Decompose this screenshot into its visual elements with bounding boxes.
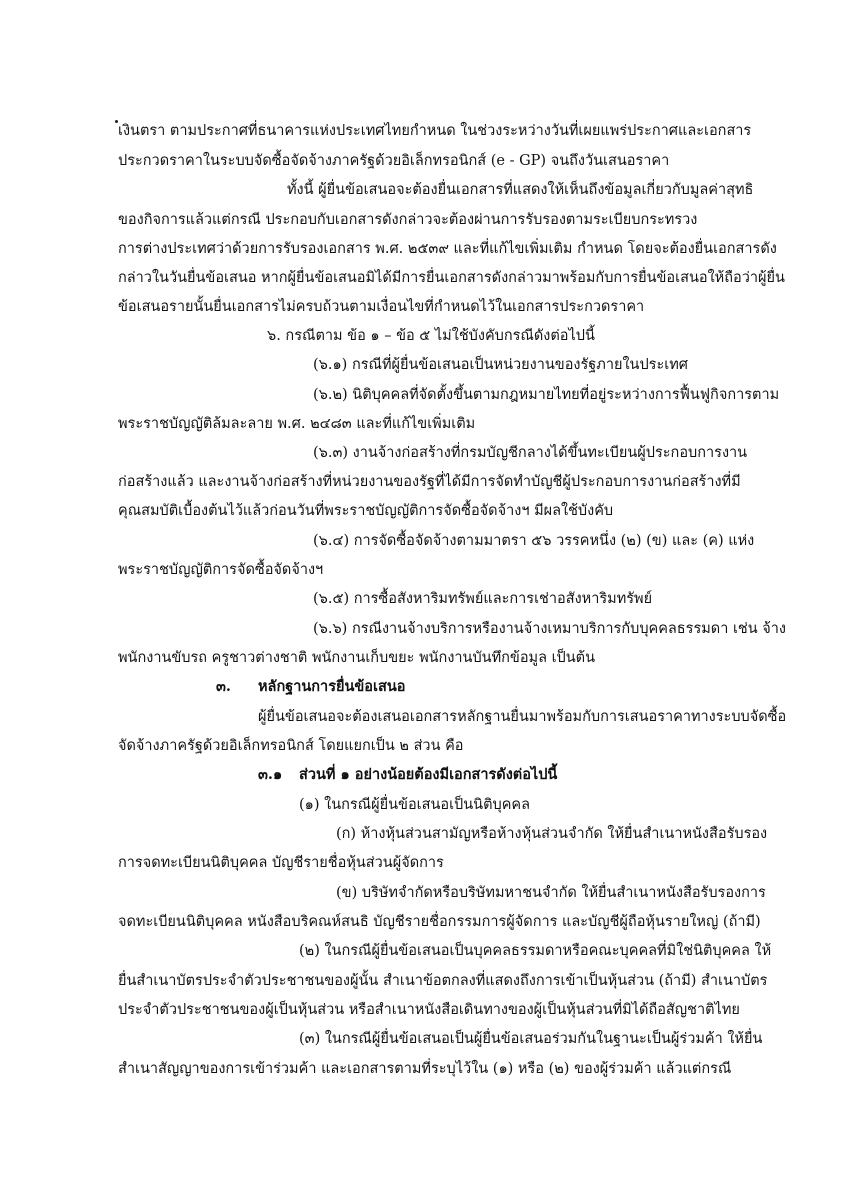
text-line: ๖. กรณีตาม ข้อ ๑ – ข้อ ๕ ไม่ใช้บังคับกรณีดังต่อไปนี้ xyxy=(267,328,595,344)
text-line: จัดจ้างภาครัฐด้วยอิเล็กทรอนิกส์ โดยแยกเป็น ๒ ส่วน คือ xyxy=(118,738,464,754)
text-line: (๖.๔) การจัดซื้อจัดจ้างตามมาตรา ๕๖ วรรคหนึ่ง (๒) (ข) และ (ค) แห่ง xyxy=(313,533,755,549)
text-line: (๓) ในกรณีผู้ยื่นข้อเสนอเป็นผู้ยื่นข้อเสนอร่วมกันในฐานะเป็นผู้ร่วมค้า ให้ยื่น xyxy=(299,1031,763,1047)
section-heading: หลักฐานการยื่นข้อเสนอ xyxy=(258,678,406,695)
text-line: เงินตรา ตามประกาศที่ธนาคารแห่งประเทศไทยกำหนด ในช่วงระหว่างวันที่เผยแพร่ประกาศและเอกสาร xyxy=(118,123,752,139)
text-line: ของกิจการแล้วแต่กรณี ประกอบกับเอกสารดังกล่าวจะต้องผ่านการรับรองตามระเบียบกระทรวง xyxy=(118,212,698,228)
text-line: (๑) ในกรณีผู้ยื่นข้อเสนอเป็นนิติบุคคล xyxy=(299,797,530,813)
subsection-heading: ส่วนที่ ๑ อย่างน้อยต้องมีเอกสารดังต่อไปนี้ xyxy=(299,766,558,783)
text-line: คุณสมบัติเบื้องต้นไว้แล้วก่อนวันที่พระราชบัญญัติการจัดซื้อจัดจ้างฯ มีผลใช้บังคับ xyxy=(118,503,614,519)
text-line: (ก) ห้างหุ้นส่วนสามัญหรือห้างหุ้นส่วนจำกัด ให้ยื่นสำเนาหนังสือรับรอง xyxy=(336,826,768,842)
text-line: (๖.๓) งานจ้างก่อสร้างที่กรมบัญชีกลางได้ขึ้นทะเบียนผู้ประกอบการงาน xyxy=(313,445,748,461)
text-line: การต่างประเทศว่าด้วยการรับรองเอกสาร พ.ศ. ๒๕๓๙ และที่แก้ไขเพิ่มเติม กำหนด โดยจะต้องยื่นเอกสารดัง xyxy=(118,241,777,257)
text-line: พนักงานขับรถ ครูชาวต่างชาติ พนักงานเก็บขยะ พนักงานบันทึกข้อมูล เป็นต้น xyxy=(118,650,595,666)
text-line: (๖.๑) กรณีที่ผู้ยื่นข้อเสนอเป็นหน่วยงานของรัฐภายในประเทศ xyxy=(313,357,688,373)
text-line: (๖.๒) นิติบุคคลที่จัดตั้งขึ้นตามกฎหมายไทยที่อยู่ระหว่างการฟื้นฟูกิจการตาม xyxy=(313,387,780,403)
text-line: การจดทะเบียนนิติบุคคล บัญชีรายชื่อหุ้นส่วนผู้จัดการ xyxy=(118,855,444,871)
section-number: ๓. xyxy=(216,678,231,695)
text-line: จดทะเบียนนิติบุคคล หนังสือบริคณห์สนธิ บัญชีรายชื่อกรรมการผู้จัดการ และบัญชีผู้ถือหุ้นรายใหญ่ (ถ้ามี) xyxy=(118,914,761,930)
text-line: (๒) ในกรณีผู้ยื่นข้อเสนอเป็นบุคคลธรรมดาหรือคณะบุคคลที่มิใช่นิติบุคคล ให้ xyxy=(299,943,772,959)
text-line: พระราชบัญญัติล้มละลาย พ.ศ. ๒๔๘๓ และที่แก้ไขเพิ่มเติม xyxy=(118,416,476,432)
text-line: ประกวดราคาในระบบจัดซื้อจัดจ้างภาครัฐด้วยอิเล็กทรอนิกส์ (e - GP) จนถึงวันเสนอราคา xyxy=(118,153,670,169)
text-line: ผู้ยื่นข้อเสนอจะต้องเสนอเอกสารหลักฐานยื่นมาพร้อมกับการเสนอราคาทางระบบจัดซื้อ xyxy=(258,709,787,725)
text-line: พระราชบัญญัติการจัดซื้อจัดจ้างฯ xyxy=(118,562,324,578)
text-line: ยื่นสำเนาบัตรประจำตัวประชาชนของผู้นั้น สำเนาข้อตกลงที่แสดงถึงการเข้าเป็นหุ้นส่วน (ถ้ามี) สำเนาบัตร xyxy=(118,973,768,989)
text-line: กล่าวในวันยื่นข้อเสนอ หากผู้ยื่นข้อเสนอมิได้มีการยื่นเอกสารดังกล่าวมาพร้อมกับการยื่นข้อเสนอให้ถือว่าผู้ยื่น xyxy=(118,270,785,286)
text-line: (๖.๕) การซื้อสังหาริมทรัพย์และการเช่าอสังหาริมทรัพย์ xyxy=(313,591,653,607)
text-line: (๖.๖) กรณีงานจ้างบริการหรืองานจ้างเหมาบริการกับบุคคลธรรมดา เช่น จ้าง xyxy=(313,621,786,637)
subsection-number: ๓.๑ xyxy=(258,766,283,783)
text-line: สำเนาสัญญาของการเข้าร่วมค้า และเอกสารตามที่ระบุไว้ใน (๑) หรือ (๒) ของผู้ร่วมค้า แล้วแต่กรณี xyxy=(118,1061,732,1077)
text-line: ประจำตัวประชาชนของผู้เป็นหุ้นส่วน หรือสำเนาหนังสือเดินทางของผู้เป็นหุ้นส่วนที่มิได้ถือสัญชาติไทย xyxy=(118,1002,740,1018)
text-line: ก่อสร้างแล้ว และงานจ้างก่อสร้างที่หน่วยงานของรัฐที่ได้มีการจัดทำบัญชีผู้ประกอบการงานก่อสร้างที่มี xyxy=(118,474,741,490)
text-line: ข้อเสนอรายนั้นยื่นเอกสารไม่ครบถ้วนตามเงื่อนไขที่กำหนดไว้ในเอกสารประกวดราคา xyxy=(118,299,645,315)
text-line: (ข) บริษัทจำกัดหรือบริษัทมหาชนจำกัด ให้ยื่นสำเนาหนังสือรับรองการ xyxy=(336,885,766,901)
text-line: ทั้งนี้ ผู้ยื่นข้อเสนอจะต้องยื่นเอกสารที่แสดงให้เห็นถึงข้อมูลเกี่ยวกับมูลค่าสุทธิ xyxy=(287,182,754,198)
